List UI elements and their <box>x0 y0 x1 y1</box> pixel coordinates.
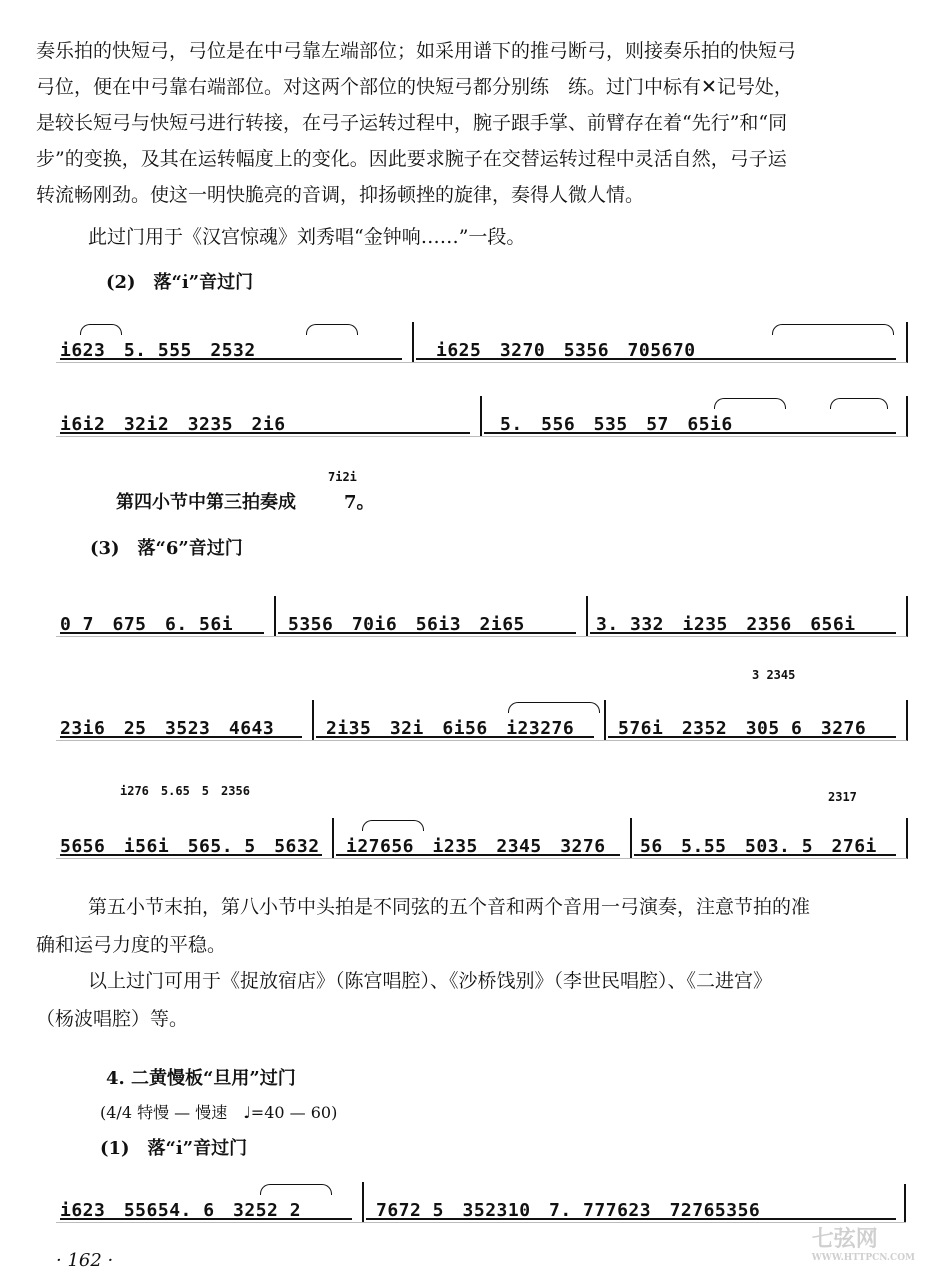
page-number: · 162 · <box>56 1250 114 1271</box>
measure <box>604 700 908 741</box>
notation-measure: 576i 2352 305 6 3276 <box>618 718 867 739</box>
ornament-notation: 3 2345 <box>752 668 796 682</box>
notation-staff <box>56 322 906 366</box>
notation-measure: 3. 332 i235 2356 656i <box>596 614 856 635</box>
paragraph-line: 以上过门可用于《捉放宿店》（陈宫唱腔）、《沙桥饯别》（李世民唱腔）、《二进宫》 <box>88 970 773 992</box>
notation-measure: i6i2 32i2 3235 2i6 <box>60 414 286 435</box>
paragraph-line: 转流畅刚劲。使这一明快脆亮的音调，抑扬顿挫的旋律，奏得人微人情。 <box>36 184 645 206</box>
section-heading: (1) 落“i̇”音过门 <box>100 1138 248 1159</box>
notation-measure: 56 5.55 503. 5 276i <box>640 836 877 857</box>
measure <box>56 1182 364 1223</box>
notation-measure: 5356 70i6 56i3 2i65 <box>288 614 525 635</box>
paragraph-line: 确和运弓力度的平稳。 <box>36 934 227 956</box>
notation-staff <box>56 700 906 744</box>
paragraph-line: （杨波唱腔）等。 <box>36 1008 189 1030</box>
notation-measure: i27656 i235 2345 3276 <box>346 836 606 857</box>
notation-measure: 23i6 25 3523 4643 <box>60 718 275 739</box>
measure <box>630 818 908 859</box>
notation-measure: i623 55654. 6 3252 2 <box>60 1200 302 1221</box>
tempo-marking: (4/4 特慢 — 慢速 ♩=40 — 60) <box>100 1103 338 1122</box>
paragraph-line: 奏乐拍的快短弓，弓位是在中弓靠左端部位；如采用谱下的推弓断弓，则接奏乐拍的快短弓 <box>36 40 797 62</box>
ornament-notation: 7i2i <box>328 470 357 484</box>
notation-measure: i623 5. 555 2532 <box>60 340 256 361</box>
notation-measure: 2i35 32i 6i56 i23276 <box>326 718 575 739</box>
measure <box>56 818 334 859</box>
measure <box>412 322 908 363</box>
watermark <box>812 1222 915 1263</box>
notation-measure: 5. 556 535 57 65i6 <box>500 414 733 435</box>
notation-staff <box>56 596 906 640</box>
measure <box>56 700 314 741</box>
notation-staff <box>56 1182 906 1226</box>
ornament-notation: i276 5.65 5 2356 <box>120 784 250 798</box>
measure <box>586 596 908 637</box>
ornament-notation: 2317 <box>828 790 857 804</box>
measure <box>362 1182 906 1223</box>
measure <box>56 322 414 363</box>
section-heading: 4. 二黄慢板“旦用”过门 <box>106 1068 296 1089</box>
performance-note-tail: 7。 <box>344 492 375 513</box>
measure <box>332 818 632 859</box>
paragraph-line: 弓位，便在中弓靠右端部位。对这两个部位的快短弓都分别练 练。过门中标有✕记号处， <box>36 76 793 98</box>
section-heading: (3) 落“6”音过门 <box>90 538 243 559</box>
notation-staff <box>56 396 906 440</box>
paragraph-line: 步”的变换，及其在运转幅度上的变化。因此要求腕子在交替运转过程中灵活自然，弓子运 <box>36 148 787 170</box>
notation-measure: i625 3270 5356 705670 <box>436 340 696 361</box>
section-heading: (2) 落“i̇”音过门 <box>106 272 254 293</box>
paragraph-line: 是较长短弓与快短弓进行转接，在弓子运转过程中，腕子跟手掌、前臂存在着“先行”和“同 <box>36 112 788 134</box>
notation-measure: 0 7 675 6. 56i <box>60 614 234 635</box>
usage-note: 此过门用于《汉宫惊魂》刘秀唱“金钟响……”一段。 <box>88 226 526 248</box>
measure <box>312 700 606 741</box>
paragraph-line: 第五小节末拍，第八小节中头拍是不同弦的五个音和两个音用一弓演奏，注意节拍的准 <box>88 896 811 918</box>
measure <box>274 596 588 637</box>
notation-staff <box>56 818 906 862</box>
measure <box>56 396 482 437</box>
watermark-url: WWW.HTTPCN.COM <box>811 1253 915 1263</box>
performance-note: 第四小节中第三拍奏成 <box>116 492 296 513</box>
measure <box>56 596 276 637</box>
notation-measure: 5656 i56i 565. 5 5632 <box>60 836 320 857</box>
watermark-text: 七弦网 <box>811 1226 878 1252</box>
measure <box>480 396 908 437</box>
notation-measure: 7672 5 352310 7. 777623 72765356 <box>376 1200 761 1221</box>
